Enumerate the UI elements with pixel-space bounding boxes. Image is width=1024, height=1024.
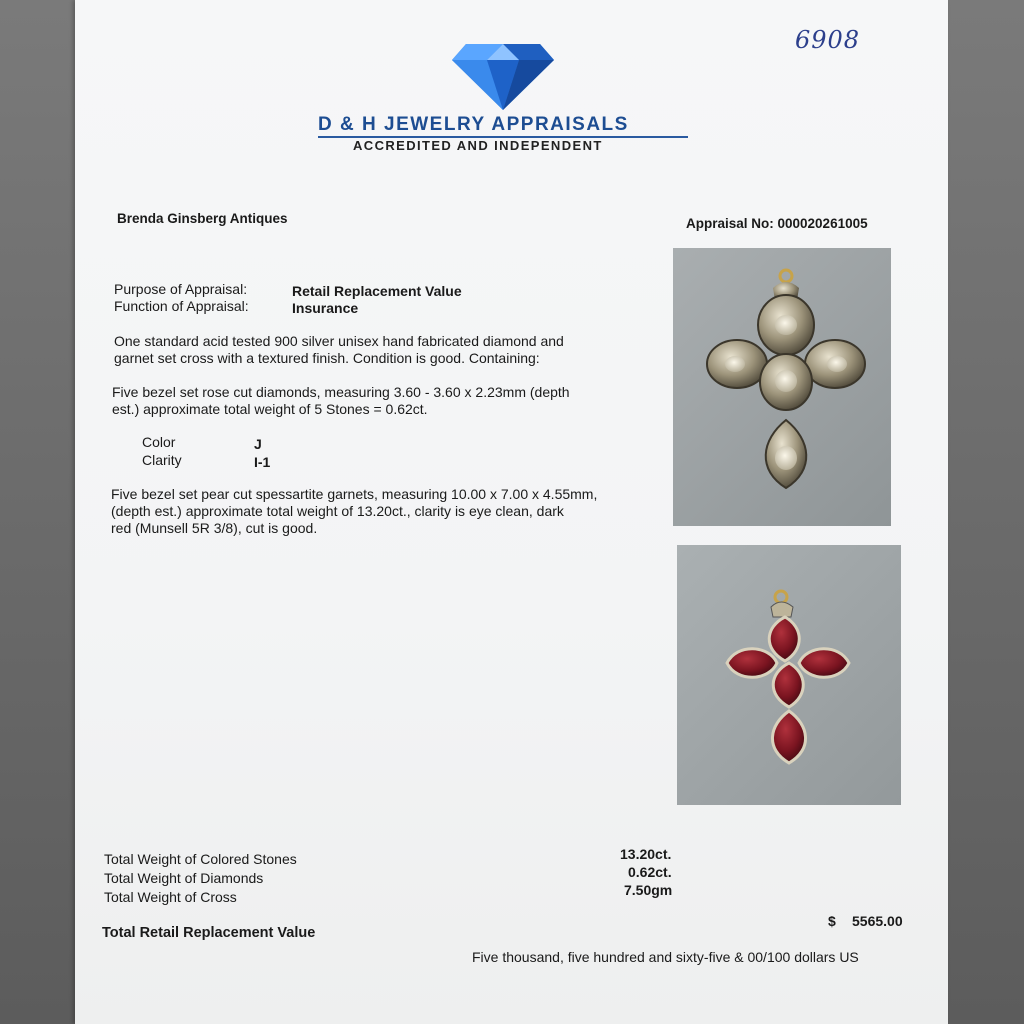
- company-name: D & H JEWELRY APPRAISALS: [318, 114, 629, 135]
- garnet-cross-icon: [677, 545, 901, 805]
- cross-photo-garnet-side: [677, 545, 901, 805]
- total-value-words: Five thousand, five hundred and sixty-five & 00/100 dollars US: [472, 949, 859, 965]
- diamonds-line-1: Five bezel set rose cut diamonds, measuring 3.60 - 3.60 x 2.23mm (depth: [112, 384, 570, 400]
- purpose-value: Retail Replacement Value: [292, 283, 462, 299]
- color-label: Color: [142, 434, 176, 450]
- total-value-currency: $: [828, 913, 836, 929]
- function-value: Insurance: [292, 300, 359, 316]
- cross-photo-diamond-side: [673, 248, 891, 526]
- appraisal-number: Appraisal No: 000020261005: [686, 216, 868, 231]
- garnets-line-3: red (Munsell 5R 3/8), cut is good.: [111, 520, 318, 536]
- diamond-logo-icon: [452, 44, 554, 110]
- total-value-label: Total Retail Replacement Value: [102, 925, 316, 941]
- garnets-line-1: Five bezel set pear cut spessartite garnets, measuring 10.00 x 7.00 x 4.55mm,: [111, 486, 598, 502]
- total-diamonds-value: 0.62ct.: [628, 864, 672, 880]
- garnets-line-2: (depth est.) approximate total weight of 13.20ct., clarity is eye clean, dark: [111, 503, 564, 519]
- total-value-amount: 5565.00: [852, 913, 903, 929]
- total-cross-weight-value: 7.50gm: [624, 882, 673, 898]
- diamonds-line-2: est.) approximate total weight of 5 Stones = 0.62ct.: [112, 401, 428, 417]
- description-line-1: One standard acid tested 900 silver unisex hand fabricated diamond and: [114, 333, 564, 349]
- clarity-value: I-1: [254, 454, 271, 470]
- function-label: Function of Appraisal:: [114, 298, 249, 314]
- silver-cross-icon: [673, 248, 891, 526]
- total-diamonds-label: Total Weight of Diamonds: [104, 870, 264, 886]
- purpose-label: Purpose of Appraisal:: [114, 281, 248, 297]
- client-name: Brenda Ginsberg Antiques: [117, 211, 288, 226]
- company-tagline: ACCREDITED AND INDEPENDENT: [353, 138, 603, 153]
- total-colored-stones-label: Total Weight of Colored Stones: [104, 851, 297, 867]
- color-value: J: [254, 436, 262, 452]
- description-line-2: garnet set cross with a textured finish. Condition is good. Containing:: [114, 350, 540, 366]
- handwritten-number: 6908: [795, 26, 861, 54]
- clarity-label: Clarity: [142, 452, 182, 468]
- total-colored-stones-value: 13.20ct.: [620, 846, 672, 862]
- total-cross-weight-label: Total Weight of Cross: [104, 889, 237, 905]
